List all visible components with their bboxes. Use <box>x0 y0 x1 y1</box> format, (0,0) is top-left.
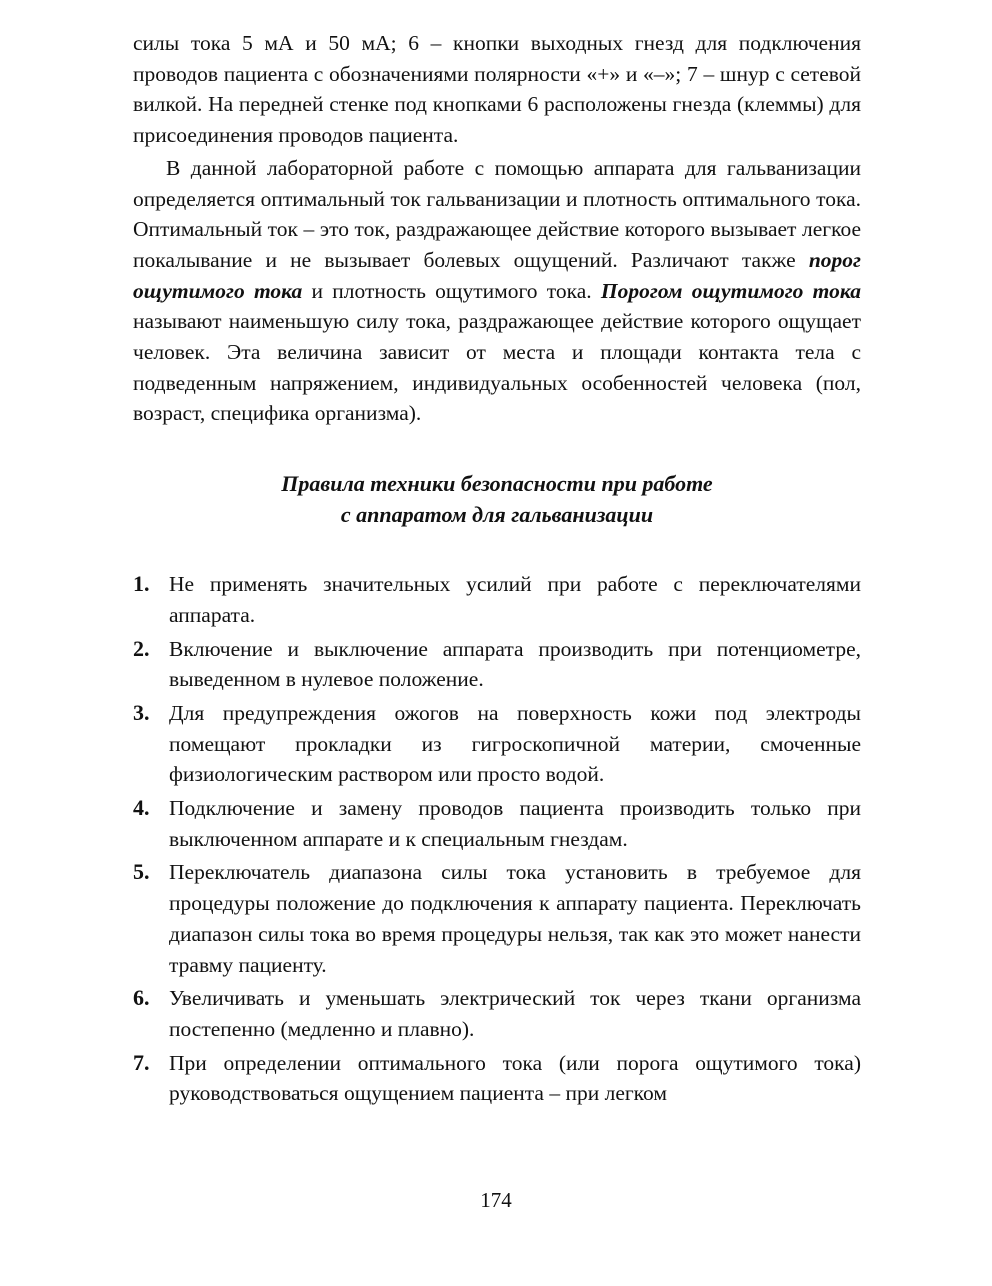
list-item <box>133 983 861 1044</box>
list-item <box>133 857 861 980</box>
list-item-number: 2. <box>133 635 150 661</box>
term-threshold-current-definition: Порогом ощутимого тока <box>600 278 861 303</box>
safety-rules-list <box>133 569 861 1109</box>
list-item <box>133 1048 861 1109</box>
paragraph-text: В данной лабораторной работе с помощью аппарата для гальванизации определяется оптимальный ток гальванизации и плотность оптимального тока. Оптимальный ток – это ток, раздражающее действие которого вызывает легкое покалывание и не вызывает болевых ощущений. Различают также <box>133 155 861 272</box>
list-item-text: Увеличивать и уменьшать электрический ток через ткани организма постепенно (медленно и плавно). <box>169 986 861 1041</box>
paragraph-optimal-current <box>133 153 861 429</box>
page-body <box>133 28 861 1112</box>
list-item <box>133 793 861 854</box>
list-item-number: 1. <box>133 571 150 597</box>
list-item-text: Подключение и замену проводов пациента производить только при выключенном аппарате и к специальным гнездам. <box>169 796 861 851</box>
list-item-text: Для предупреждения ожогов на поверхность кожи под электроды помещают прокладки из гигроскопичной материи, смоченные физиологическим раствором или просто водой. <box>169 700 861 787</box>
list-item-text: Переключатель диапазона силы тока установить в требуемое для процедуры положение до подключения к аппарату пациента. Переключать диапазон силы тока во время процедуры нельзя, так как это может нанести травму пациенту. <box>169 860 861 977</box>
list-item <box>133 569 861 630</box>
section-heading <box>133 468 861 530</box>
term-threshold-current: порог ощутимого тока <box>133 247 861 303</box>
list-item <box>133 634 861 695</box>
section-heading-line: Правила техники безопасности при работе <box>281 471 713 497</box>
page-number: 174 <box>480 1188 512 1212</box>
list-item-text: Включение и выключение аппарата производить при потенциометре, выведенном в нулевое положение. <box>169 636 861 692</box>
paragraph-text: называют наименьшую силу тока, раздражающее действие которого ощущает человек. Эта величина зависит от места и площади контакта тела с подведенным напряжением, индивидуальных особенностей человека (пол, возраст, специфика организма). <box>133 309 861 426</box>
list-item-number: 4. <box>133 795 150 821</box>
list-item <box>133 698 861 790</box>
list-item-number: 7. <box>133 1049 150 1075</box>
list-item-number: 5. <box>133 859 150 885</box>
paragraph-continuation: силы тока 5 мА и 50 мА; 6 – кнопки выходных гнезд для подключения проводов пациента с обозначениями полярности «+» и «–»; 7 – шнур с сетевой вилкой. На передней стенке под кнопками 6 расположены гнезда (клеммы) для присоединения проводов пациента. <box>133 31 861 148</box>
list-item-number: 6. <box>133 985 150 1011</box>
list-item-text: При определении оптимального тока (или порога ощутимого тока) руководствоваться ощущением пациента – при легком <box>169 1050 861 1106</box>
paragraph-text: и плотность ощутимого тока. <box>302 278 601 303</box>
list-item-text: Не применять значительных усилий при работе с переключателями аппарата. <box>169 572 861 627</box>
list-item-number: 3. <box>133 699 150 725</box>
section-heading-line: с аппаратом для гальванизации <box>340 502 654 528</box>
